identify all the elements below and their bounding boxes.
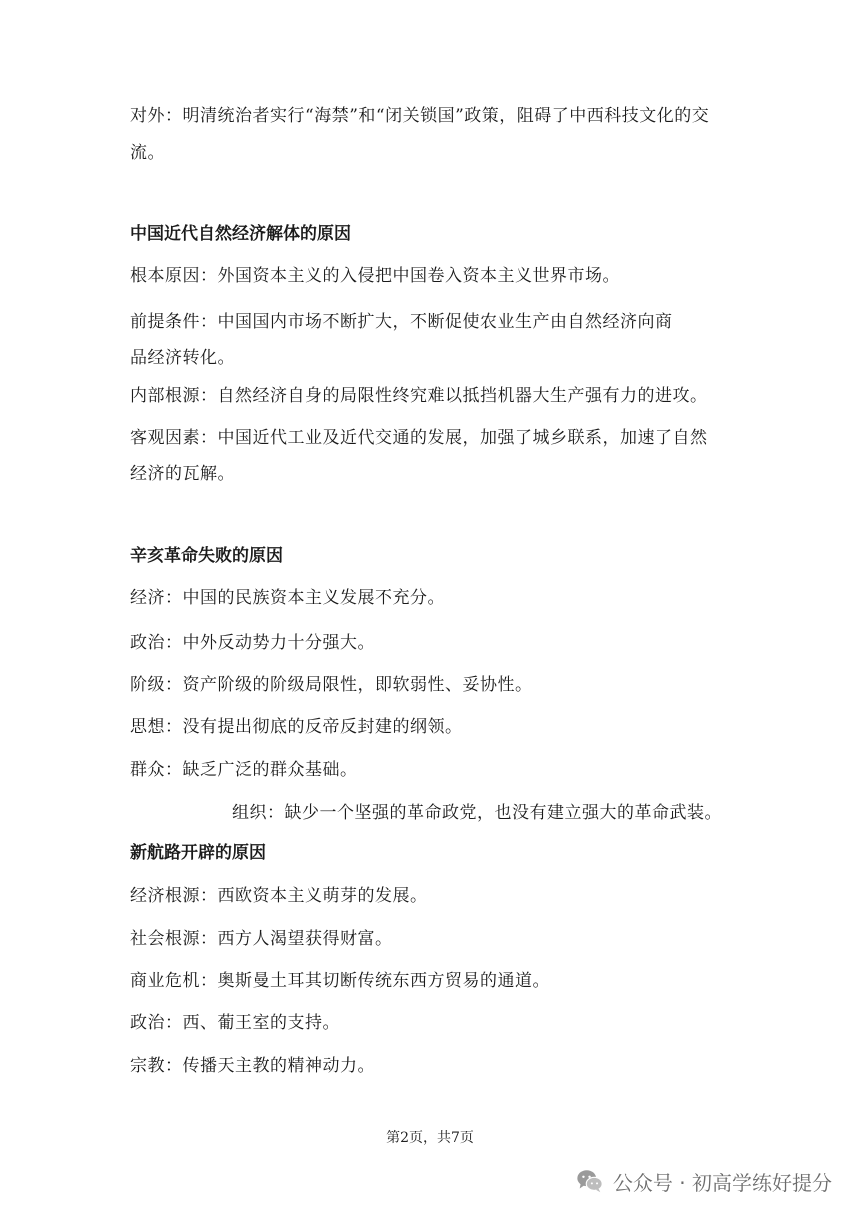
- xinhai-item: 群众：缺乏广泛的群众基础。: [130, 760, 358, 780]
- new-routes-item: 商业危机：奥斯曼土耳其切断传统东西方贸易的通道。: [130, 971, 550, 991]
- xinhai-item: 政治：中外反动势力十分强大。: [130, 633, 375, 653]
- natural-economy-item-3: 内部根源：自然经济自身的局限性终究难以抵挡机器大生产强有力的进攻。: [130, 386, 708, 406]
- foreign-policy-line-2: 流。: [130, 143, 165, 163]
- new-routes-item: 政治：西、葡王室的支持。: [130, 1013, 340, 1033]
- section-heading-new-routes: 新航路开辟的原因: [130, 843, 266, 863]
- watermark-text: 公众号 · 初高学练好提分: [612, 1170, 832, 1195]
- section-heading-natural-economy: 中国近代自然经济解体的原因: [130, 224, 351, 244]
- watermark: [575, 1166, 832, 1196]
- wechat-icon: [575, 1166, 605, 1196]
- natural-economy-item-2-line-2: 品经济转化。: [130, 348, 235, 368]
- xinhai-item: 经济：中国的民族资本主义发展不充分。: [130, 588, 445, 608]
- natural-economy-item-4-line-1: 客观因素：中国近代工业及近代交通的发展，加强了城乡联系，加速了自然: [130, 428, 708, 448]
- natural-economy-item-1: 根本原因：外国资本主义的入侵把中国卷入资本主义世界市场。: [130, 266, 620, 286]
- section-heading-xinhai: 辛亥革命失败的原因: [130, 546, 283, 566]
- page-number: 第2页，共7页: [386, 1130, 474, 1146]
- xinhai-item: 阶级：资产阶级的阶级局限性，即软弱性、妥协性。: [130, 675, 533, 695]
- new-routes-item: 宗教：传播天主教的精神动力。: [130, 1056, 375, 1076]
- natural-economy-item-4-line-2: 经济的瓦解。: [130, 464, 235, 484]
- new-routes-item: 社会根源：西方人渴望获得财富。: [130, 929, 393, 949]
- new-routes-item: 经济根源：西欧资本主义萌芽的发展。: [130, 886, 428, 906]
- xinhai-item: 组织：缺少一个坚强的革命政党，也没有建立强大的革命武装。: [232, 803, 722, 823]
- xinhai-item: 思想：没有提出彻底的反帝反封建的纲领。: [130, 717, 463, 737]
- foreign-policy-line-1: 对外：明清统治者实行“海禁”和“闭关锁国”政策，阻碍了中西科技文化的交: [130, 106, 710, 126]
- natural-economy-item-2-line-1: 前提条件：中国国内市场不断扩大，不断促使农业生产由自然经济向商: [130, 312, 673, 332]
